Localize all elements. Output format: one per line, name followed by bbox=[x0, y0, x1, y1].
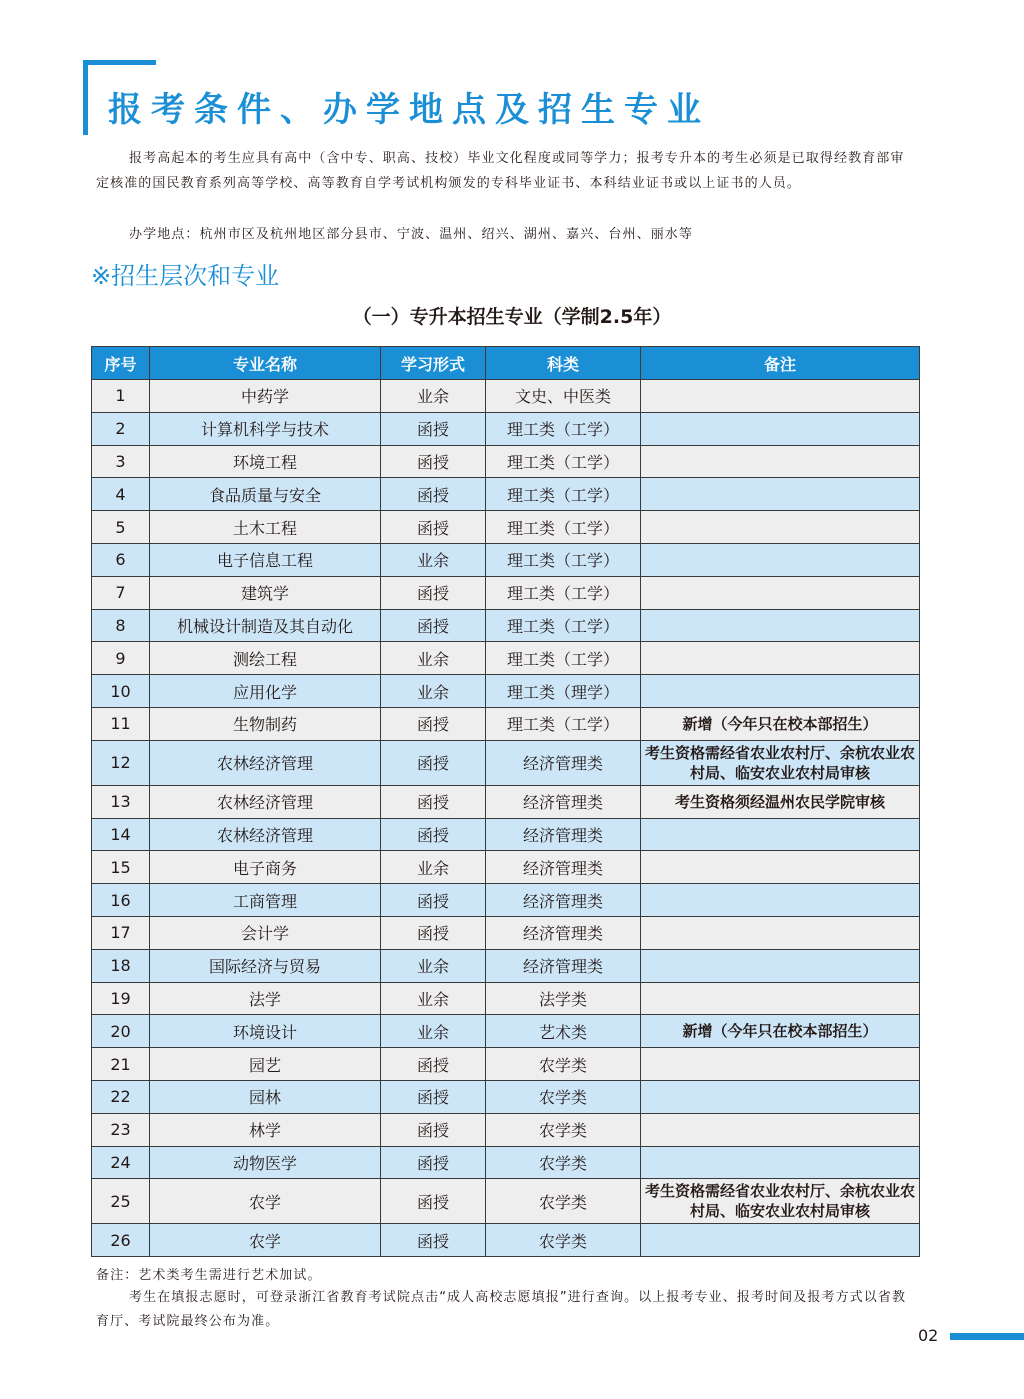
remarks-cell bbox=[641, 884, 920, 917]
category-cell: 经济管理类 bbox=[486, 818, 641, 851]
major-name-cell: 食品质量与安全 bbox=[150, 478, 381, 511]
study-mode-cell: 函授 bbox=[381, 884, 486, 917]
category-cell: 理工类（工学） bbox=[486, 642, 641, 675]
study-mode-cell: 业余 bbox=[381, 380, 486, 413]
major-name-cell: 林学 bbox=[150, 1113, 381, 1146]
category-cell: 农学类 bbox=[486, 1048, 641, 1081]
category-cell: 农学类 bbox=[486, 1179, 641, 1224]
study-mode-cell: 函授 bbox=[381, 1113, 486, 1146]
major-name-cell: 法学 bbox=[150, 982, 381, 1015]
major-name-cell: 工商管理 bbox=[150, 884, 381, 917]
study-mode-cell: 函授 bbox=[381, 916, 486, 949]
table-row bbox=[92, 412, 920, 445]
study-mode-cell: 函授 bbox=[381, 478, 486, 511]
table-row bbox=[92, 675, 920, 708]
table-row bbox=[92, 884, 920, 917]
major-name-cell: 园艺 bbox=[150, 1048, 381, 1081]
table-row bbox=[92, 916, 920, 949]
remarks-cell bbox=[641, 380, 920, 413]
category-cell: 农学类 bbox=[486, 1113, 641, 1146]
row-index-cell: 7 bbox=[92, 576, 150, 609]
study-mode-cell: 函授 bbox=[381, 445, 486, 478]
category-cell: 理工类（工学） bbox=[486, 609, 641, 642]
remarks-cell: 新增（今年只在校本部招生） bbox=[641, 707, 920, 740]
table-row bbox=[92, 1224, 920, 1257]
major-name-cell: 建筑学 bbox=[150, 576, 381, 609]
major-name-cell: 国际经济与贸易 bbox=[150, 949, 381, 982]
remarks-cell bbox=[641, 543, 920, 576]
study-mode-cell: 业余 bbox=[381, 851, 486, 884]
row-index-cell: 21 bbox=[92, 1048, 150, 1081]
header-major-name: 专业名称 bbox=[150, 347, 381, 380]
query-note: 考生在填报志愿时，可登录浙江省教育考试院点击“成人高校志愿填报”进行查询。以上报考专业、报考时间及报考方式以省教育厅、考试院最终公布为准。 bbox=[96, 1290, 907, 1329]
remarks-cell bbox=[641, 949, 920, 982]
table-row bbox=[92, 380, 920, 413]
category-cell: 理工类（工学） bbox=[486, 707, 641, 740]
study-mode-cell: 函授 bbox=[381, 412, 486, 445]
category-cell: 理工类（工学） bbox=[486, 445, 641, 478]
row-index-cell: 13 bbox=[92, 785, 150, 818]
page-number-bar bbox=[950, 1333, 1024, 1340]
table-row bbox=[92, 982, 920, 1015]
study-mode-cell: 函授 bbox=[381, 609, 486, 642]
table-row bbox=[92, 1080, 920, 1113]
row-index-cell: 3 bbox=[92, 445, 150, 478]
study-mode-cell: 函授 bbox=[381, 818, 486, 851]
header-category: 科类 bbox=[486, 347, 641, 380]
row-index-cell: 26 bbox=[92, 1224, 150, 1257]
major-name-cell: 电子信息工程 bbox=[150, 543, 381, 576]
remarks-cell bbox=[641, 642, 920, 675]
category-cell: 经济管理类 bbox=[486, 884, 641, 917]
table-row bbox=[92, 576, 920, 609]
row-index-cell: 16 bbox=[92, 884, 150, 917]
major-name-cell: 应用化学 bbox=[150, 675, 381, 708]
remarks-cell bbox=[641, 982, 920, 1015]
remarks-cell bbox=[641, 511, 920, 544]
category-cell: 经济管理类 bbox=[486, 949, 641, 982]
remarks-cell bbox=[641, 1146, 920, 1179]
study-mode-cell: 业余 bbox=[381, 1015, 486, 1048]
study-mode-cell: 函授 bbox=[381, 785, 486, 818]
major-name-cell: 园林 bbox=[150, 1080, 381, 1113]
remarks-cell bbox=[641, 576, 920, 609]
category-cell: 农学类 bbox=[486, 1224, 641, 1257]
table-row bbox=[92, 1113, 920, 1146]
category-cell: 艺术类 bbox=[486, 1015, 641, 1048]
table-row bbox=[92, 642, 920, 675]
study-mode-cell: 函授 bbox=[381, 707, 486, 740]
major-name-cell: 农林经济管理 bbox=[150, 818, 381, 851]
table-row bbox=[92, 511, 920, 544]
category-cell: 理工类（理学） bbox=[486, 675, 641, 708]
row-index-cell: 23 bbox=[92, 1113, 150, 1146]
table-row bbox=[92, 1048, 920, 1081]
table-row bbox=[92, 740, 920, 785]
locations-paragraph: 办学地点：杭州市区及杭州地区部分县市、宁波、温州、绍兴、湖州、嘉兴、台州、丽水等 bbox=[129, 227, 694, 242]
major-name-cell: 动物医学 bbox=[150, 1146, 381, 1179]
study-mode-cell: 业余 bbox=[381, 543, 486, 576]
major-name-cell: 环境工程 bbox=[150, 445, 381, 478]
study-mode-cell: 函授 bbox=[381, 1080, 486, 1113]
study-mode-cell: 函授 bbox=[381, 1179, 486, 1224]
major-name-cell: 计算机科学与技术 bbox=[150, 412, 381, 445]
category-cell: 农学类 bbox=[486, 1146, 641, 1179]
remarks-cell bbox=[641, 675, 920, 708]
study-mode-cell: 函授 bbox=[381, 1146, 486, 1179]
table-header-row bbox=[92, 347, 920, 380]
major-name-cell: 中药学 bbox=[150, 380, 381, 413]
major-name-cell: 环境设计 bbox=[150, 1015, 381, 1048]
row-index-cell: 11 bbox=[92, 707, 150, 740]
remarks-cell: 考生资格需经省农业农村厅、余杭农业农村局、临安农业农村局审核 bbox=[641, 740, 920, 785]
header-remarks: 备注 bbox=[641, 347, 920, 380]
table-row bbox=[92, 445, 920, 478]
table-title: （一）专升本招生专业（学制2.5年） bbox=[352, 306, 672, 328]
section-heading: ※招生层次和专业 bbox=[91, 262, 280, 290]
row-index-cell: 25 bbox=[92, 1179, 150, 1224]
study-mode-cell: 函授 bbox=[381, 1048, 486, 1081]
row-index-cell: 8 bbox=[92, 609, 150, 642]
study-mode-cell: 函授 bbox=[381, 576, 486, 609]
study-mode-cell: 业余 bbox=[381, 949, 486, 982]
major-name-cell: 农林经济管理 bbox=[150, 740, 381, 785]
row-index-cell: 24 bbox=[92, 1146, 150, 1179]
table-row bbox=[92, 1015, 920, 1048]
remarks-cell: 考生资格须经温州农民学院审核 bbox=[641, 785, 920, 818]
row-index-cell: 4 bbox=[92, 478, 150, 511]
row-index-cell: 2 bbox=[92, 412, 150, 445]
category-cell: 法学类 bbox=[486, 982, 641, 1015]
table-row bbox=[92, 543, 920, 576]
major-name-cell: 土木工程 bbox=[150, 511, 381, 544]
study-mode-cell: 函授 bbox=[381, 1224, 486, 1257]
table-row bbox=[92, 851, 920, 884]
category-cell: 经济管理类 bbox=[486, 851, 641, 884]
remarks-cell: 新增（今年只在校本部招生） bbox=[641, 1015, 920, 1048]
category-cell: 理工类（工学） bbox=[486, 478, 641, 511]
category-cell: 理工类（工学） bbox=[486, 543, 641, 576]
row-index-cell: 18 bbox=[92, 949, 150, 982]
remarks-cell bbox=[641, 1224, 920, 1257]
row-index-cell: 14 bbox=[92, 818, 150, 851]
remarks-cell bbox=[641, 851, 920, 884]
category-cell: 文史、中医类 bbox=[486, 380, 641, 413]
major-name-cell: 农学 bbox=[150, 1224, 381, 1257]
row-index-cell: 1 bbox=[92, 380, 150, 413]
study-mode-cell: 业余 bbox=[381, 675, 486, 708]
major-name-cell: 电子商务 bbox=[150, 851, 381, 884]
category-cell: 经济管理类 bbox=[486, 785, 641, 818]
category-cell: 理工类（工学） bbox=[486, 576, 641, 609]
category-cell: 理工类（工学） bbox=[486, 412, 641, 445]
major-name-cell: 农学 bbox=[150, 1179, 381, 1224]
remarks-cell bbox=[641, 916, 920, 949]
study-mode-cell: 函授 bbox=[381, 511, 486, 544]
remarks-cell bbox=[641, 1048, 920, 1081]
major-name-cell: 生物制药 bbox=[150, 707, 381, 740]
header-index: 序号 bbox=[92, 347, 150, 380]
table-row bbox=[92, 785, 920, 818]
row-index-cell: 10 bbox=[92, 675, 150, 708]
category-cell: 经济管理类 bbox=[486, 740, 641, 785]
row-index-cell: 6 bbox=[92, 543, 150, 576]
major-name-cell: 测绘工程 bbox=[150, 642, 381, 675]
row-index-cell: 12 bbox=[92, 740, 150, 785]
row-index-cell: 17 bbox=[92, 916, 150, 949]
header-study-mode: 学习形式 bbox=[381, 347, 486, 380]
page-number: 02 bbox=[918, 1326, 939, 1345]
remarks-cell bbox=[641, 1113, 920, 1146]
category-cell: 农学类 bbox=[486, 1080, 641, 1113]
majors-table bbox=[91, 346, 920, 1257]
major-name-cell: 机械设计制造及其自动化 bbox=[150, 609, 381, 642]
row-index-cell: 20 bbox=[92, 1015, 150, 1048]
art-note: 备注：艺术类考生需进行艺术加试。 bbox=[96, 1268, 322, 1283]
row-index-cell: 9 bbox=[92, 642, 150, 675]
table-row bbox=[92, 949, 920, 982]
category-cell: 经济管理类 bbox=[486, 916, 641, 949]
remarks-cell bbox=[641, 445, 920, 478]
remarks-cell: 考生资格需经省农业农村厅、余杭农业农村局、临安农业农村局审核 bbox=[641, 1179, 920, 1224]
table-row bbox=[92, 707, 920, 740]
table-row bbox=[92, 478, 920, 511]
table-row bbox=[92, 818, 920, 851]
requirements-paragraph: 报考高起本的考生应具有高中（含中专、职高、技校）毕业文化程度或同等学力；报考专升本的考生必须是已取得经教育部审定核准的国民教育系列高等学校、高等教育自学考试机构颁发的专科毕业证书、本科结业证书或以上证书的人员。 bbox=[96, 151, 905, 191]
remarks-cell bbox=[641, 818, 920, 851]
remarks-cell bbox=[641, 478, 920, 511]
major-name-cell: 农林经济管理 bbox=[150, 785, 381, 818]
row-index-cell: 19 bbox=[92, 982, 150, 1015]
row-index-cell: 22 bbox=[92, 1080, 150, 1113]
major-name-cell: 会计学 bbox=[150, 916, 381, 949]
row-index-cell: 15 bbox=[92, 851, 150, 884]
remarks-cell bbox=[641, 412, 920, 445]
study-mode-cell: 业余 bbox=[381, 982, 486, 1015]
row-index-cell: 5 bbox=[92, 511, 150, 544]
study-mode-cell: 业余 bbox=[381, 642, 486, 675]
study-mode-cell: 函授 bbox=[381, 740, 486, 785]
table-row bbox=[92, 1179, 920, 1224]
page-title: 报考条件、办学地点及招生专业 bbox=[108, 90, 710, 130]
category-cell: 理工类（工学） bbox=[486, 511, 641, 544]
remarks-cell bbox=[641, 609, 920, 642]
table-row bbox=[92, 1146, 920, 1179]
table-row bbox=[92, 609, 920, 642]
remarks-cell bbox=[641, 1080, 920, 1113]
